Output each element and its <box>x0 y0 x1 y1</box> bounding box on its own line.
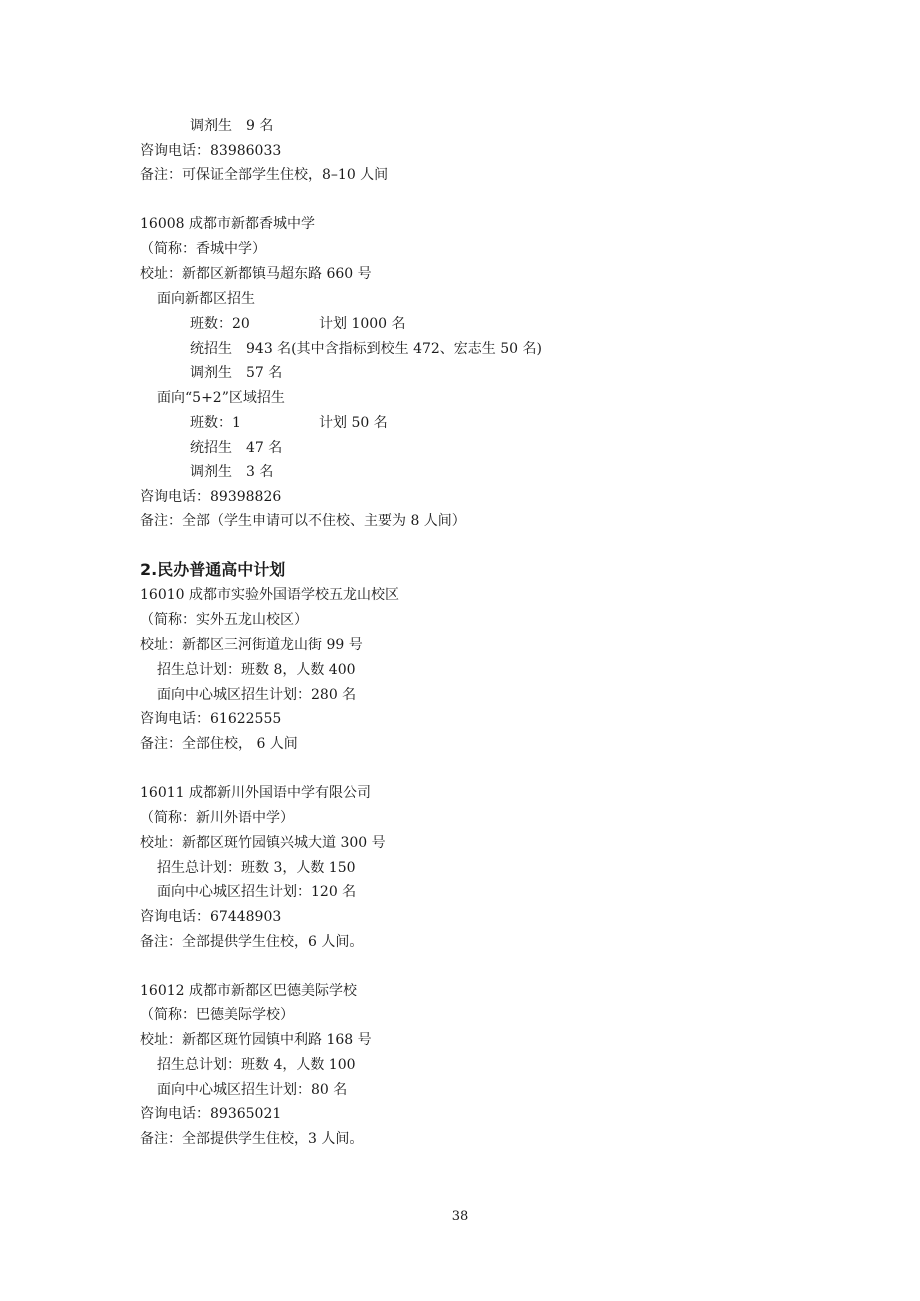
text-line: 面向中心城区招生计划：120 名 <box>157 884 357 900</box>
text-line: 面向新都区招生 <box>157 291 255 307</box>
page-number: 38 <box>451 1209 469 1224</box>
text-line: 咨询电话：89398826 <box>140 489 282 505</box>
school-title: 16011 成都新川外国语中学有限公司 <box>140 785 371 801</box>
text-line: （简称：实外五龙山校区） <box>140 612 308 628</box>
text-line: 备注：全部住校， 6 人间 <box>140 736 298 752</box>
text-line: 班数：20 <box>190 316 250 332</box>
school-title: 16010 成都市实验外国语学校五龙山校区 <box>140 587 399 603</box>
plan-count: 计划 50 名 <box>319 415 388 431</box>
text-line: 咨询电话：89365021 <box>140 1106 282 1122</box>
text-line: 统招生 943 名(其中含指标到校生 472、宏志生 50 名) <box>190 341 542 357</box>
text-line: 咨询电话：83986033 <box>140 143 282 159</box>
text-line: 调剂生 3 名 <box>190 464 274 480</box>
text-line: 备注：可保证全部学生住校，8–10 人间 <box>140 167 389 183</box>
school-title: 16008 成都市新都香城中学 <box>140 216 315 232</box>
text-line: 面向中心城区招生计划：280 名 <box>157 687 357 703</box>
text-line: 校址：新都区斑竹园镇兴城大道 300 号 <box>140 835 386 851</box>
text-line: 招生总计划：班数 3，人数 150 <box>157 860 356 876</box>
text-line: 咨询电话：61622555 <box>140 711 282 727</box>
text-line: 校址：新都区斑竹园镇中利路 168 号 <box>140 1032 372 1048</box>
text-line: 面向中心城区招生计划：80 名 <box>157 1082 348 1098</box>
text-line: 校址：新都区新都镇马超东路 660 号 <box>140 266 372 282</box>
text-line: （简称：巴德美际学校） <box>140 1007 294 1023</box>
text-line: 备注：全部提供学生住校，3 人间。 <box>140 1131 364 1147</box>
text-line: 面向“5+2”区域招生 <box>157 390 285 406</box>
section-heading: 2.民办普通高中计划 <box>140 560 286 579</box>
text-line: （简称：香城中学） <box>140 241 266 257</box>
plan-count: 计划 1000 名 <box>319 316 406 332</box>
text-line: 班数：1 <box>190 415 241 431</box>
text-line: 备注：全部（学生申请可以不住校、主要为 8 人间） <box>140 513 466 529</box>
text-line: 校址：新都区三河街道龙山街 99 号 <box>140 637 363 653</box>
text-line: 招生总计划：班数 4，人数 100 <box>157 1057 356 1073</box>
text-line: （简称：新川外语中学） <box>140 810 294 826</box>
text-line: 调剂生 9 名 <box>190 118 274 134</box>
school-title: 16012 成都市新都区巴德美际学校 <box>140 983 357 999</box>
text-line: 调剂生 57 名 <box>190 365 283 381</box>
text-line: 招生总计划：班数 8，人数 400 <box>157 662 356 678</box>
text-line: 备注：全部提供学生住校，6 人间。 <box>140 934 364 950</box>
text-line: 统招生 47 名 <box>190 440 283 456</box>
text-line: 咨询电话：67448903 <box>140 909 282 925</box>
